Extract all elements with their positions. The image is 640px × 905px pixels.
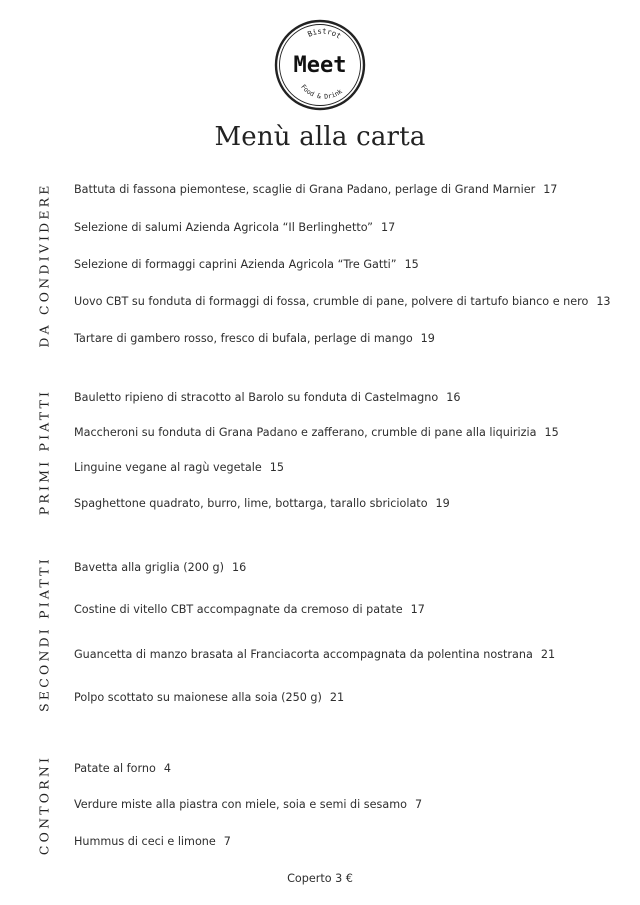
logo-bottom-text: Food & Drink (299, 82, 344, 101)
item-price: 13 (596, 295, 611, 308)
item-name: Bavetta alla griglia (200 g) (74, 561, 224, 574)
item-price: 19 (420, 332, 435, 345)
section-label-primi-piatti: PRIMI PIATTI (36, 388, 52, 516)
menu-item (74, 798, 422, 812)
section-label-contorni: CONTORNI (36, 754, 52, 856)
menu-item (74, 332, 435, 346)
menu-item (74, 835, 231, 849)
menu-item (74, 648, 555, 662)
item-price: 16 (231, 561, 247, 574)
page-title: Menù alla carta (214, 122, 426, 152)
menu-item (74, 295, 611, 309)
item-name: Spaghettone quadrato, burro, lime, bottarga, tarallo sbriciolato (74, 497, 428, 510)
item-name: Uovo CBT su fonduta di formaggi di fossa, crumble di pane, polvere di tartufo bianco e nero (74, 295, 589, 308)
item-name: Maccheroni su fonduta di Grana Padano e zafferano, crumble di pane alla liquirizia (74, 426, 537, 439)
item-name: Linguine vegane al ragù vegetale (74, 461, 262, 474)
item-name: Guancetta di manzo brasata al Franciacorta accompagnata da polentina nostrana (74, 648, 533, 661)
menu-item (74, 183, 557, 197)
cover-charge: Coperto 3 € (287, 872, 353, 885)
item-price: 17 (410, 603, 425, 616)
item-price: 16 (446, 391, 461, 404)
item-price: 7 (414, 798, 423, 811)
menu-item (74, 691, 344, 705)
item-name: Costine di vitello CBT accompagnate da cremoso di patate (74, 603, 403, 616)
item-name: Selezione di salumi Azienda Agricola “Il Berlinghetto” (74, 221, 373, 234)
item-price: 7 (223, 835, 231, 848)
menu-item (74, 561, 246, 575)
item-name: Polpo scottato su maionese alla soia (250 g) (74, 691, 322, 704)
item-price: 17 (543, 183, 558, 196)
item-name: Patate al forno (74, 762, 156, 775)
item-name: Verdure miste alla piastra con miele, soia e semi di sesamo (74, 798, 407, 811)
item-name: Hummus di ceci e limone (74, 835, 216, 848)
item-price: 21 (329, 691, 345, 704)
menu-item (74, 461, 284, 475)
logo-name: Meet (293, 53, 347, 78)
item-price: 21 (540, 648, 556, 661)
item-price: 4 (163, 762, 171, 775)
item-name: Tartare di gambero rosso, fresco di bufala, perlage di mango (74, 332, 413, 345)
menu-item (74, 497, 450, 511)
item-price: 15 (404, 258, 419, 271)
logo-top-text: Bistrot (306, 26, 343, 41)
item-price: 15 (269, 461, 284, 474)
item-price: 15 (544, 426, 559, 439)
menu-item (74, 603, 425, 617)
section-label-da-condividere: DA CONDIVIDERE (36, 182, 52, 348)
item-name: Bauletto ripieno di stracotto al Barolo su fonduta di Castelmagno (74, 391, 439, 404)
menu-item (74, 762, 171, 776)
menu-item (74, 221, 395, 235)
item-price: 17 (380, 221, 396, 234)
item-name: Selezione di formaggi caprini Azienda Agricola “Tre Gatti” (74, 258, 397, 271)
menu-item (74, 391, 460, 405)
item-name: Battuta di fassona piemontese, scaglie di Grana Padano, perlage di Grand Marnier (74, 183, 536, 196)
section-label-secondi-piatti: SECONDI PIATTI (36, 556, 52, 712)
svg-text:Food & Drink (299, 83, 344, 101)
logo-mark (273, 18, 367, 112)
item-price: 19 (435, 497, 450, 510)
logo (273, 18, 367, 112)
menu-item (74, 258, 419, 272)
menu-item (74, 426, 559, 440)
